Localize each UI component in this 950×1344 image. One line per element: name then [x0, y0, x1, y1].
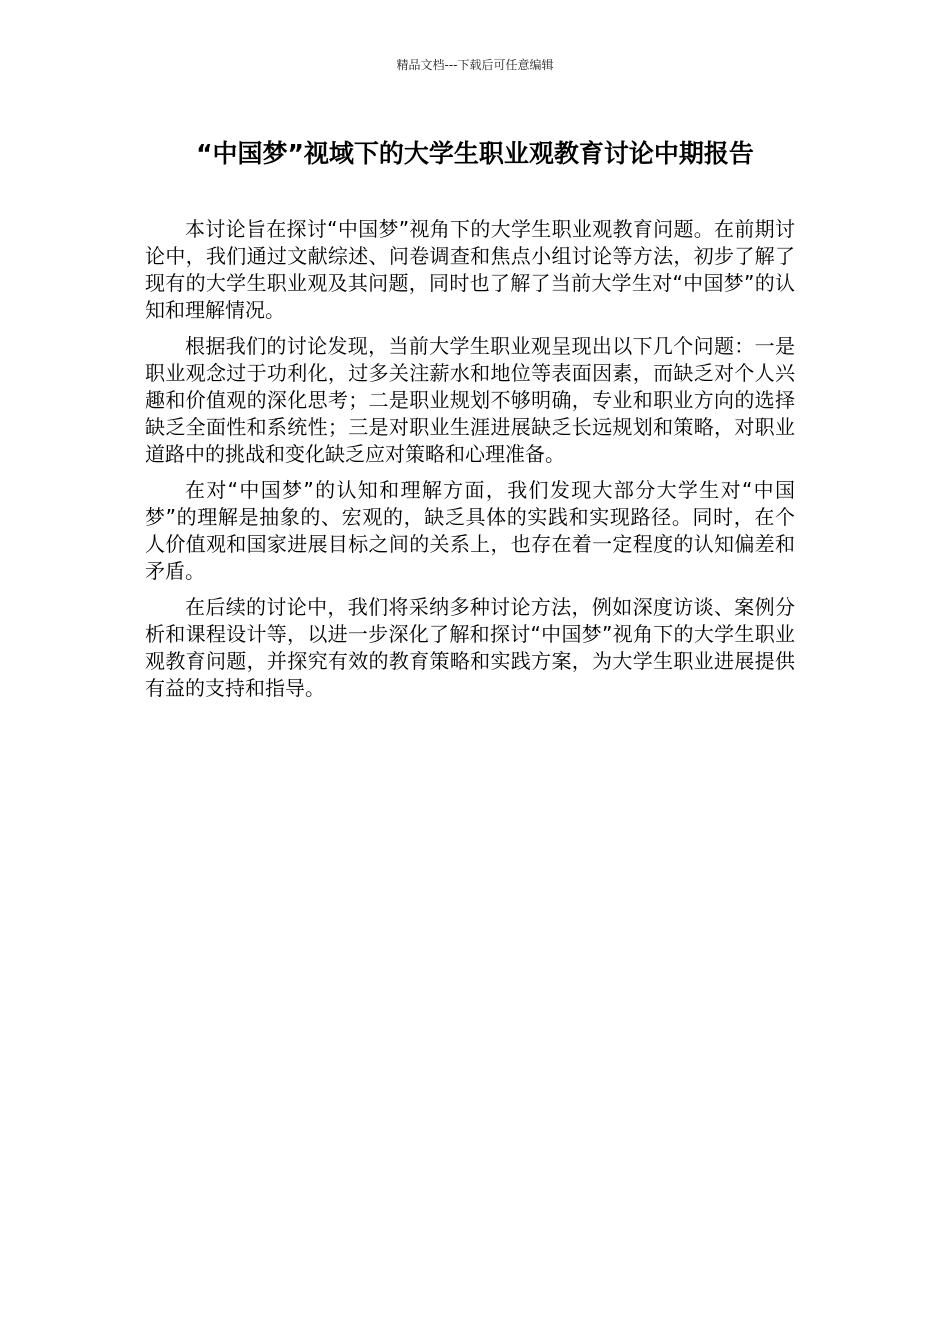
paragraph-intro: 本讨论旨在探讨“中国梦”视角下的大学生职业观教育问题。在前期讨论中，我们通过文献综述、问卷调查和焦点小组讨论等方法，初步了解了现有的大学生职业观及其问题，同时也了解了当前大学生对“中国梦”的认知和理解情况。 — [145, 217, 795, 322]
document-title: “中国梦”视域下的大学生职业观教育讨论中期报告 — [196, 139, 754, 168]
paragraph-findings: 根据我们的讨论发现，当前大学生职业观呈现出以下几个问题：一是职业观念过于功利化，过多关注薪水和地位等表面因素，而缺乏对个人兴趣和价值观的深化思考；二是职业规划不够明确，专业和职业方向的选择缺乏全面性和系统性；三是对职业生涯进展缺乏长远规划和策略，对职业道路中的挑战和变化缺乏应对策略和心理准备。 — [145, 334, 795, 466]
paragraph-china-dream-understanding: 在对“中国梦”的认知和理解方面，我们发现大部分大学生对“中国梦”的理解是抽象的、宏观的，缺乏具体的实践和实现路径。同时，在个人价值观和国家进展目标之间的关系上，也存在着一定程度的认知偏差和矛盾。 — [145, 478, 795, 583]
document-body — [145, 216, 795, 711]
paragraph-next-steps: 在后续的讨论中，我们将采纳多种讨论方法，例如深度访谈、案例分析和课程设计等，以进一步深化了解和探讨“中国梦”视角下的大学生职业观教育问题，并探究有效的教育策略和实践方案，为大学生职业进展提供有益的支持和指导。 — [145, 595, 795, 700]
page-header: 精品文档---下载后可任意编辑 — [396, 58, 554, 72]
